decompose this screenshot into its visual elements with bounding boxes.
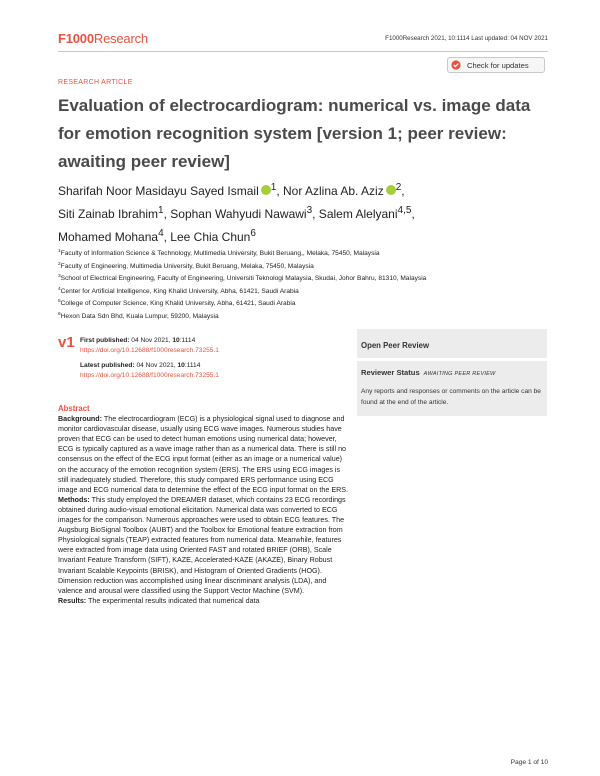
- latest-published-volume: 10: [177, 362, 185, 369]
- author-name[interactable]: , Nor Azlina Ab. Aziz: [276, 184, 384, 198]
- latest-published-date: 04 Nov 2021,: [136, 362, 176, 369]
- panel-note: Any reports and responses or comments on the article can be found at the end of the article.: [361, 388, 541, 406]
- latest-published-row: [80, 361, 200, 370]
- logo-main: F1000: [58, 31, 94, 46]
- reviewer-status-value: AWAITING PEER REVIEW: [423, 371, 496, 377]
- latest-published-doi-link[interactable]: https://doi.org/10.12688/f1000research.73255.1: [80, 372, 219, 379]
- orcid-icon[interactable]: [261, 185, 271, 195]
- affiliation-text: Faculty of Engineering, Multimedia University, Bukit Beruang, Melaka, 75450, Malaysia: [60, 262, 314, 270]
- affiliation-item: [58, 297, 558, 310]
- author-list: [58, 178, 548, 247]
- version-label: v1: [58, 334, 75, 351]
- check-for-updates-label: Check for updates: [467, 60, 529, 70]
- affiliation-item: [58, 260, 558, 273]
- background-text: The electrocardiogram (ECG) is a physiological signal used to diagnose and monitor cardiovascular disease, usually using ECG wave images. Numerous studies have proven that ECG can be used to detect human emotions using numerical data; however, ECG is typically captured as a wave image rather than as a numerical data. There is still no consensus on the effect of the ECG input format (either as an image or a numerical value) on the accuracy of the emotion recognition system (ERS). The ERS using ECG images is still inadequately studied. Therefore, this study compared ERS performance using ECG image and ECG numerical data to determine the effect of the ECG input format on the ERS.: [58, 415, 349, 494]
- abstract-results: [58, 596, 350, 606]
- author-name[interactable]: Mohamed Mohana: [58, 230, 159, 244]
- author-name[interactable]: , Lee Chia Chun: [163, 230, 251, 244]
- results-text: The experimental results indicated that numerical data: [86, 596, 260, 605]
- author-affil-sup: 6: [250, 228, 256, 239]
- header-divider: [58, 51, 548, 52]
- affiliation-text: Center for Artificial Intelligence, King Khalid University, Abha, 61421, Saudi Arabia: [60, 287, 299, 295]
- author-affil-sup: 4: [158, 228, 164, 239]
- affiliation-item: [58, 310, 558, 323]
- reviewer-status-label: Reviewer Status: [361, 368, 420, 377]
- check-for-updates-button[interactable]: [447, 57, 545, 73]
- header-meta: F1000Research 2021, 10:1114 Last updated: 04 NOV 2021: [385, 35, 548, 42]
- author-name[interactable]: , Sophan Wahyudi Nawawi: [163, 207, 307, 221]
- background-label: Background:: [58, 415, 103, 424]
- article-type: RESEARCH ARTICLE: [58, 79, 133, 86]
- affiliation-number: 5: [58, 299, 61, 305]
- author-affil-sup: 1: [158, 205, 164, 216]
- panel-title: Open Peer Review: [361, 341, 430, 350]
- affiliation-number: 1: [58, 249, 61, 254]
- page-number: Page 1 of 10: [510, 759, 548, 766]
- affiliation-number: 2: [58, 261, 61, 267]
- author-affil-sup: 2: [395, 182, 402, 193]
- author-name[interactable]: Siti Zainab Ibrahim: [58, 207, 159, 221]
- affiliation-number: 4: [58, 286, 61, 292]
- results-label: Results:: [58, 596, 87, 605]
- affiliation-item: [58, 285, 558, 298]
- author-separator: ,: [411, 207, 415, 221]
- affiliation-text: School of Electrical Engineering, Faculty of Engineering, Universiti Teknologi Malaysia, Skudai, Johor Bahru, 81310, Malaysia: [60, 275, 427, 283]
- open-peer-review-panel: [357, 329, 547, 416]
- abstract-section: [58, 404, 350, 606]
- affiliation-item: [58, 272, 558, 285]
- orcid-icon[interactable]: [386, 185, 396, 195]
- first-published-row: [80, 336, 195, 345]
- panel-divider: [357, 358, 547, 361]
- methods-text: This study employed the DREAMER dataset, which contains 23 ECG recordings obtained during audio-visual emotional elicitation. Numerical data was converted to ECG images for the comparison. Numerous approaches were used to obtain ECG features. The Augsburg BioSignal Toolbox (AUBT) and the Toolbox for Emotional feature extraction from Physiological signals (TEAP) extracted features from numerical data. Meanwhile, features were extracted from image data using Oriented FAST and rotated BRIEF (ORB), Scale Invariant Feature Transform (SIFT), KAZE, Accelerated-KAZE (AKAZE), Binary Robust Invariant Scalable Keypoints (BRISK), and Histogram of Oriented Gradients (HOG). Dimension reduction was accomplished using linear discriminant analysis (LDA), and valence and arousal were classified using the Support Vector Machine (SVM).: [58, 495, 346, 595]
- f1000research-logo[interactable]: [58, 31, 148, 46]
- article-title: Evaluation of electrocardiogram: numerical vs. image data for emotion recognition system [version 1; peer review: awaiting peer review]: [58, 96, 531, 171]
- affiliation-text: Hexon Data Sdn Bhd, Kuala Lumpur, 59200, Malaysia: [60, 313, 219, 321]
- affiliation-number: 3: [58, 274, 61, 280]
- abstract-methods: [58, 495, 350, 596]
- author-affil-sup: 1: [270, 182, 277, 193]
- affiliation-text: College of Computer Science, King Khalid University, Abha, 61421, Saudi Arabia: [60, 300, 296, 308]
- affiliation-item: [58, 247, 558, 260]
- crossmark-icon: [451, 60, 461, 70]
- affiliation-text: Faculty of Information Science & Technology, Multimedia University, Bukit Beruang,, Melaka, 75450, Malaysia: [60, 250, 380, 258]
- author-separator: ,: [401, 184, 405, 198]
- affiliation-list: [58, 247, 558, 323]
- affiliation-number: 6: [58, 311, 61, 317]
- abstract-background: [58, 414, 350, 495]
- author-affil-sup: 4,5: [397, 205, 412, 216]
- first-published-doi-link[interactable]: https://doi.org/10.12688/f1000research.73255.1: [80, 347, 219, 354]
- abstract-heading: Abstract: [58, 404, 90, 413]
- first-published-page: :1114: [179, 337, 196, 344]
- author-name[interactable]: Sharifah Noor Masidayu Sayed Ismail: [58, 184, 259, 198]
- first-published-volume: 10: [172, 337, 180, 344]
- first-published-date: 04 Nov 2021,: [131, 337, 171, 344]
- latest-published-label: Latest published:: [80, 362, 135, 369]
- methods-label: Methods:: [58, 495, 90, 504]
- author-affil-sup: 3: [306, 205, 313, 216]
- latest-published-page: :1114: [184, 362, 201, 369]
- logo-suffix: Research: [93, 31, 148, 46]
- author-name[interactable]: , Salem Alelyani: [312, 207, 398, 221]
- reviewer-status: [361, 368, 496, 377]
- first-published-label: First published:: [80, 337, 130, 344]
